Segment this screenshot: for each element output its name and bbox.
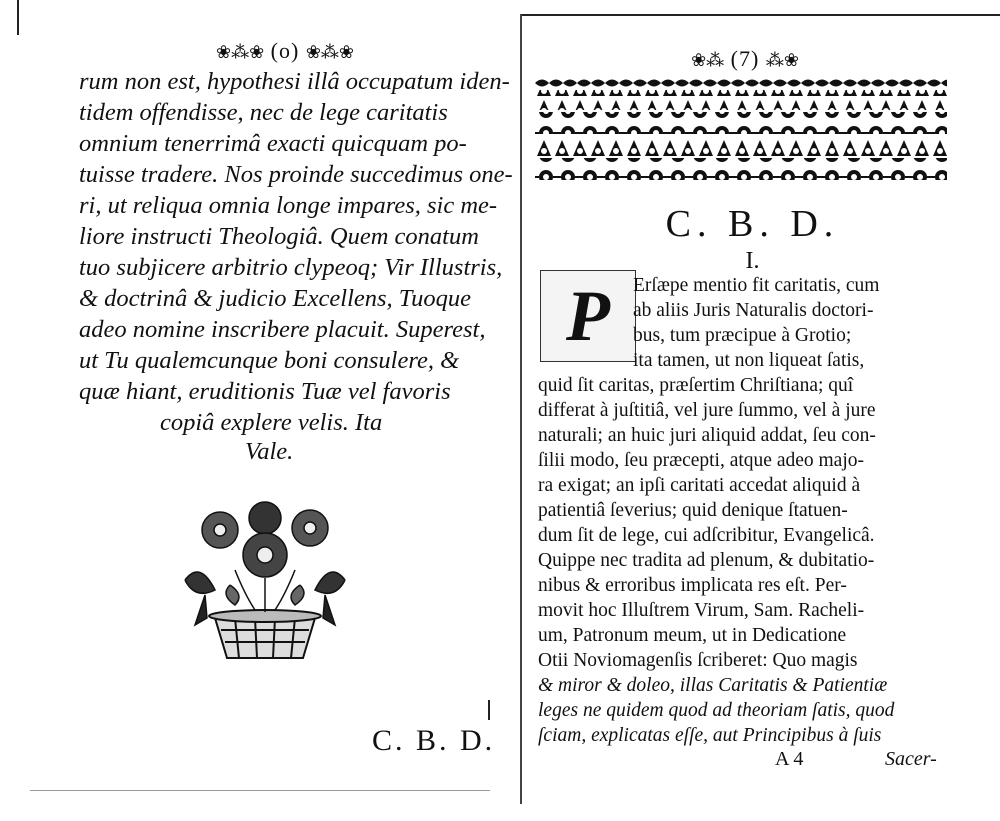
text-line: Vale.	[245, 438, 294, 465]
flower-basket-vignette-icon	[175, 500, 355, 660]
right-page	[505, 0, 1000, 821]
text-line: tuisse tradere. Nos proinde succedimus one-	[79, 161, 513, 188]
text-line: naturali; an huic juri aliquid addat, ſeu con-	[538, 425, 876, 446]
ornament-left-icon: ❀⁂	[691, 50, 725, 70]
ornament-left-icon: ❀⁂❀	[216, 42, 265, 62]
text-line: ita tamen, ut non liqueat ſatis,	[633, 350, 865, 371]
catchword: Sacer-	[885, 748, 937, 770]
text-line: Otii Noviomagenſis ſcriberet: Quo magis	[538, 650, 858, 671]
text-line: rum non est, hypothesi illâ occupatum iden-	[79, 68, 510, 95]
text-line: copiâ explere velis. Ita	[160, 409, 383, 436]
text-line: quæ hiant, eruditionis Tuæ vel favoris	[79, 378, 451, 405]
text-line: tuo subjicere arbitrio clypeoq; Vir Illustris,	[79, 254, 503, 281]
text-line: nibus & erroribus implicata res eſt. Per-	[538, 575, 847, 596]
text-line: ſilii modo, ſeu præcepti, atque adeo majo-	[538, 450, 864, 471]
page-number: (o)	[270, 38, 300, 63]
text-line: ſciam, explicatas eſſe, aut Principibus à ſuis	[538, 725, 882, 746]
text-line: patientiâ ſeverius; quid denique ſtatuen-	[538, 500, 848, 521]
left-page-edge	[17, 0, 19, 35]
text-line: um, Patronum meum, ut in Dedicatione	[538, 625, 847, 646]
text-line: Quippe nec tradita ad plenum, & dubitatio-	[538, 550, 875, 571]
signature-mark: A 4	[775, 748, 804, 770]
section-heading: C. B. D.	[665, 203, 840, 245]
text-line: ra exigat; an ipſi caritati accedat aliquid à	[538, 475, 861, 496]
text-line: dum ſit de lege, cui adſcribitur, Evangelicâ.	[538, 525, 875, 546]
text-line: leges ne quidem quod ad theoriam ſatis, quod	[538, 700, 895, 721]
text-line: bus, tum præcipue à Grotio;	[633, 325, 852, 346]
page-number-header	[150, 38, 420, 64]
closing-signature: C. B. D.	[372, 724, 496, 757]
decorative-headband	[535, 78, 947, 184]
page-top-edge	[520, 14, 1000, 16]
text-line: liore instructi Theologiâ. Quem conatum	[79, 223, 479, 250]
page-side-edge	[520, 14, 522, 804]
text-line: adeo nomine inscribere placuit. Superest,	[79, 316, 486, 343]
text-line: & doctrinâ & judicio Excellens, Tuoque	[79, 285, 471, 312]
page-number: (7)	[730, 46, 760, 71]
text-line: movit hoc Illuſtrem Virum, Sam. Racheli-	[538, 600, 865, 621]
section-numeral: I.	[745, 248, 760, 274]
left-page-edge-bottom	[30, 790, 490, 791]
text-line: quid ſit caritas, præſertim Chriſtiana; quî	[538, 375, 854, 396]
ornament-right-icon: ⁂❀	[765, 50, 799, 70]
text-line: & miror & doleo, illas Caritatis & Patientiæ	[538, 675, 888, 696]
text-line: ab aliis Juris Naturalis doctori-	[633, 300, 874, 321]
text-line: omnium tenerrimâ exacti quicquam po-	[79, 130, 467, 157]
ornament-right-icon: ❀⁂❀	[305, 42, 354, 62]
text-line: Erſæpe mentio fit caritatis, cum	[633, 275, 880, 296]
page-number-header	[625, 46, 865, 72]
text-line: ut Tu qualemcunque boni consulere, &	[79, 347, 460, 374]
text-line: differat à juſtitiâ, vel jure ſummo, vel à jure	[538, 400, 876, 421]
text-line: ri, ut reliqua omnia longe impares, sic me-	[79, 192, 498, 219]
text-line: tidem offendisse, nec de lege caritatis	[79, 99, 448, 126]
drop-cap-initial: P	[540, 270, 636, 362]
gutter-mark	[488, 700, 490, 720]
